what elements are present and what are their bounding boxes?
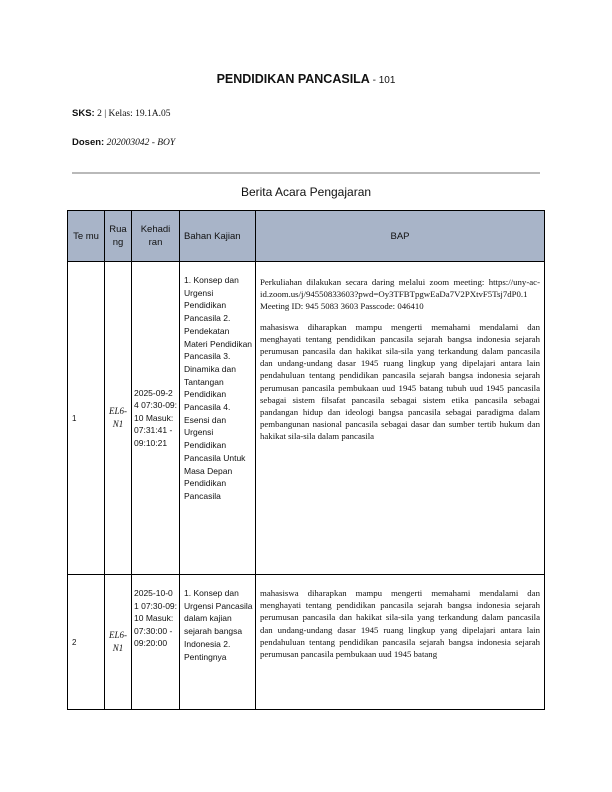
course-code: - 101 [369,75,396,86]
row-bap [256,262,545,575]
row-ruang: EL6-N1 [105,262,132,575]
dosen-value: 202003042 - BOY [106,138,176,148]
row-ruang: EL6-N1 [105,575,132,710]
header-ruang: Rua ng [105,211,132,262]
bap-paragraph-clip [260,587,540,705]
header-bahan-kajian: Bahan Kajian [180,211,256,262]
row-bap [256,575,545,710]
row-number: 2 [68,575,105,710]
dosen-line [72,137,175,148]
row-kehadiran: 2025-09-24 07:30-09:10 Masuk: 07:31:41 - 09:10:21 [132,262,180,575]
bap-table [67,210,545,710]
row-bahan-kajian: 1. Konsep dan Urgensi Pendidikan Pancasila 2. Pendekatan Materi Pendidikan Pancasila 3. Dinamika dan Tantangan Pendidikan Pancasila 4. Esensi dan Urgensi Pendidikan Pancasila Untuk Masa Depan Pendidikan Pancasila [180,262,256,575]
header-temu: Te mu [68,211,105,262]
section-title: Berita Acara Pengajaran [240,185,372,199]
dosen-label: Dosen: [72,137,105,148]
sks-value: 2 | Kelas: 19.1A.05 [97,109,171,119]
sks-label: SKS: [72,108,95,119]
row-number: 1 [68,262,105,575]
bap-paragraph: mahasiswa diharapkan mampu mengerti memahami mendalami dan menghayati tentang pendidikan pancasila sejarah bangsa indonesia sejarah perumusan pancasila dan hakikat sila-sila yang terkandung dalam pancasila dan undang-undang dasar 1945 ruang lingkup yang dipelajari antara lain pendahuluan tentang pendidikan pancasila sejarah bangsa indonesia sejarah perumusan pancasila pembukaan uud 1945 batang [260,588,540,660]
row-kehadiran: 2025-10-01 07:30-09:10 Masuk: 07:30:00 - 09:20:00 [132,575,180,710]
course-name: PENDIDIKAN PANCASILA [216,72,370,86]
header-bap: BAP [256,211,545,262]
row-bahan-kajian: 1. Konsep dan Urgensi Pancasila dalam kajian sejarah bangsa Indonesia 2. Pentingnya [180,575,256,710]
bap-paragraph: mahasiswa diharapkan mampu mengerti memahami mendalami dan menghayati tentang pendidikan pancasila sejarah bangsa indonesia sejarah perumusan pancasila dan hakikat sila-sila yang terkandung dalam pancasila dan undang-undang dasar 1945 ruang lingkup yang dipelajari antara lain pendahuluan tentang pendidikan pancasila sejarah bangsa indonesia sejarah perumusan pancasila pembukaan uud 1945 batang tubuh uud 1945 pancasila sebagai sistem filsafat pancasila sebagai sistem etika pancasila sebagai pandangan hidup dan ideologi bangsa pancasila sebagai paradigma dalam pembangunan nasional pancasila sebagai dasar dan sumber tertib hukum dan hakikat sila-sila dalam pancasila [260,321,540,442]
header-kehadiran: Kehadi ran [132,211,180,262]
course-title [0,72,612,86]
divider [72,172,540,174]
bap-paragraph: Perkuliahan dilakukan secara daring melalui zoom meeting: https://uny-ac-id.zoom.us/j/94550833603?pwd=Oy3TFBTpgwEaDa7V2PXtvF5Tsj7dP0.1 Meeting ID: 945 5083 3603 Passcode: 046410 [260,277,540,312]
sks-line [72,108,171,119]
table-row [68,262,545,575]
table-row [68,575,545,710]
table-header-row [68,211,545,262]
